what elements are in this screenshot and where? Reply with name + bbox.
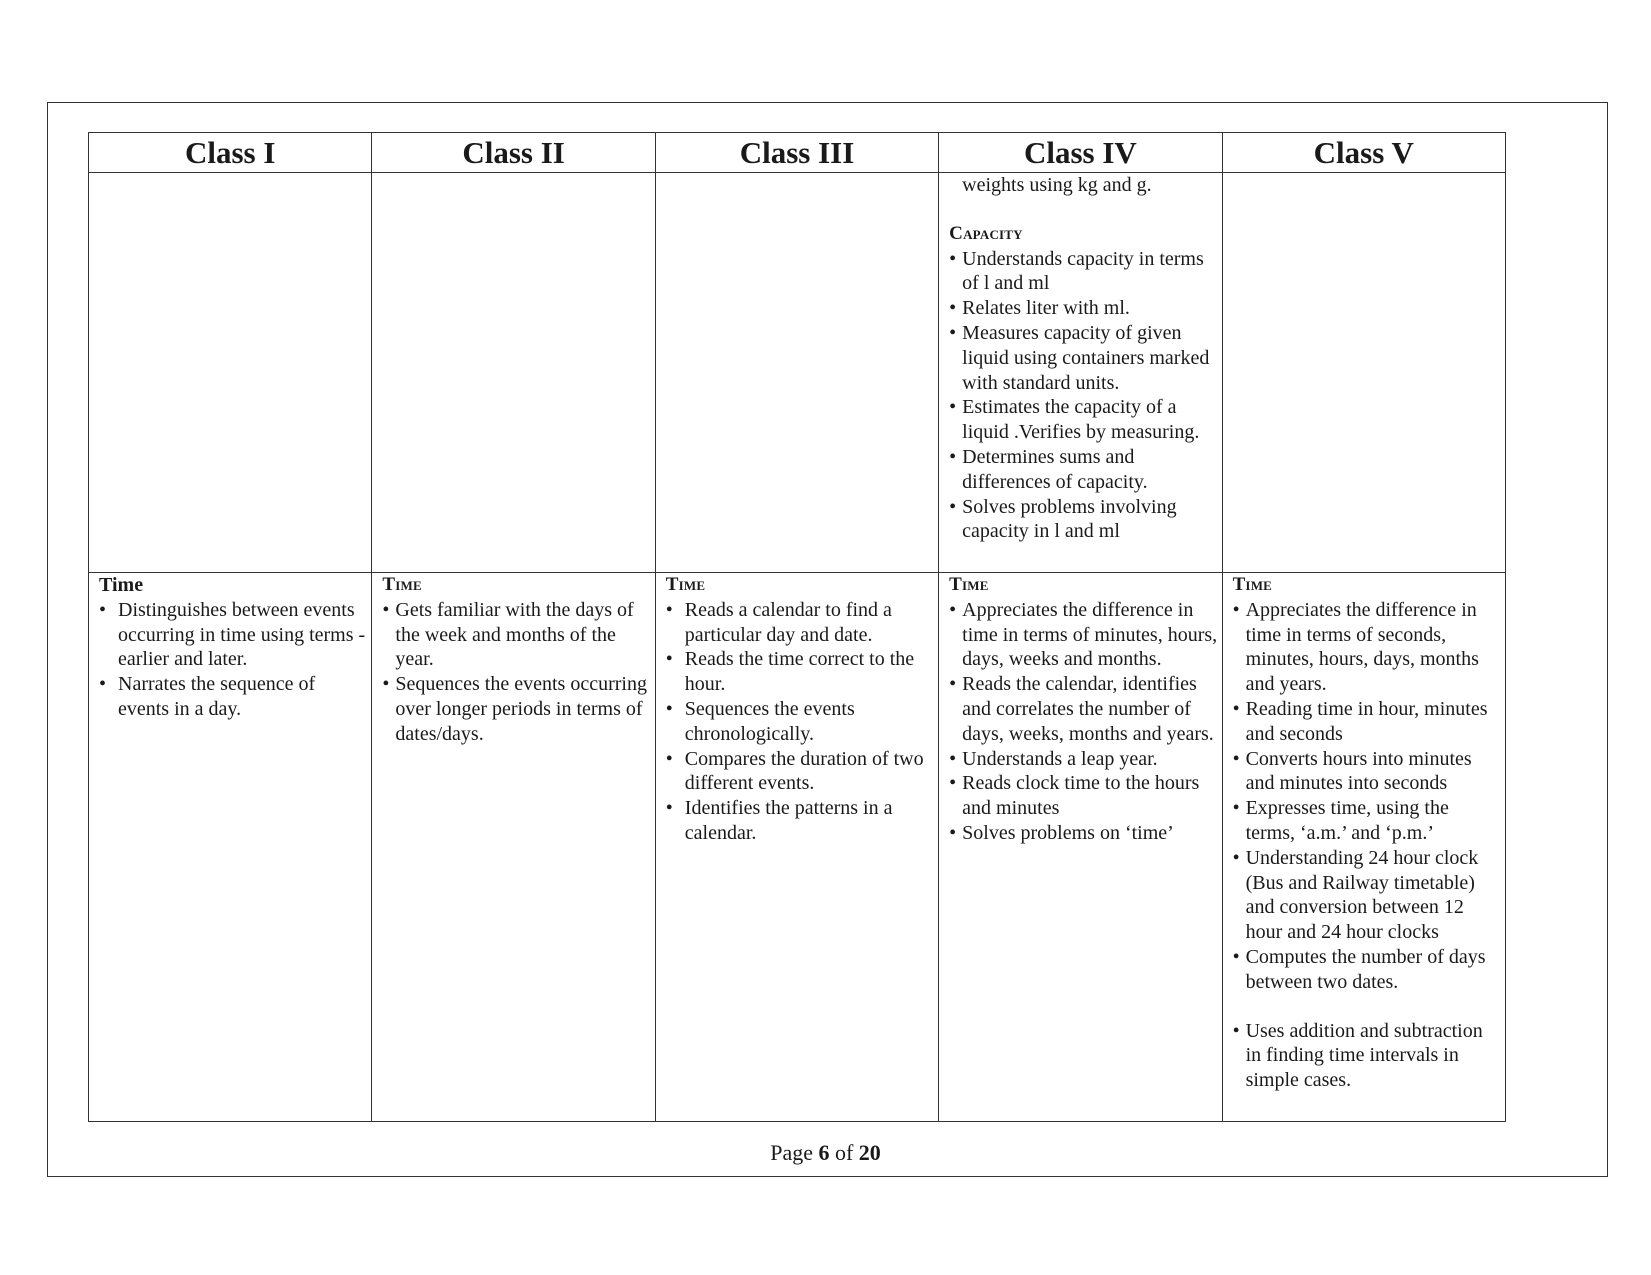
list-item: • Compares the duration of two different events. [666, 747, 934, 797]
capacity-list [949, 247, 1217, 545]
section-heading: Time [1232, 574, 1273, 595]
cell-class-v-row1 [1222, 173, 1505, 573]
list-item: • Identifies the patterns in a calendar. [666, 796, 934, 846]
total-pages-number: 20 [858, 1140, 881, 1165]
section-heading: Time [949, 574, 989, 595]
list-item: • Reading time in hour, minutes and seconds [1233, 697, 1501, 747]
list-item: • Converts hours into minutes and minutes into seconds [1233, 747, 1501, 797]
continuation-text: weights using kg and g. [962, 174, 1152, 196]
time-list [382, 598, 650, 747]
list-item: • Sequences the events chronologically. [666, 697, 934, 747]
cell-class-v-row2 [1222, 573, 1505, 1122]
list-item: • Distinguishes between events occurring in time using terms -earlier and later. [99, 598, 367, 672]
list-item: • Understands a leap year. [949, 747, 1217, 772]
section-heading: Time [382, 574, 422, 595]
curriculum-table [88, 132, 1506, 1122]
time-list-extra [1233, 1019, 1501, 1093]
section-heading: Time [665, 574, 706, 595]
header-class-i: Class I [89, 133, 372, 173]
current-page-number: 6 [818, 1140, 830, 1165]
page-of-label: of [834, 1140, 854, 1165]
header-row [89, 133, 1506, 173]
list-item: • Reads a calendar to find a particular day and date. [666, 598, 934, 648]
cell-class-iv-row1 [939, 173, 1222, 573]
time-list [949, 598, 1217, 846]
time-list [99, 598, 367, 722]
list-item: • Narrates the sequence of events in a day. [99, 672, 367, 722]
page-footer [0, 1140, 1651, 1166]
list-item: • Appreciates the difference in time in terms of minutes, hours, days, weeks and months. [949, 598, 1217, 672]
cell-class-i-row2 [89, 573, 372, 1122]
list-item: • Solves problems on ‘time’ [949, 821, 1217, 846]
header-class-v: Class V [1222, 133, 1505, 173]
capacity-row [89, 173, 1506, 573]
list-item: • Sequences the events occurring over longer periods in terms of dates/days. [382, 672, 650, 746]
cell-class-iii-row1 [655, 173, 938, 573]
list-item: • Understanding 24 hour clock (Bus and Railway timetable) and conversion between 12 hour and 24 hour clocks [1233, 846, 1501, 945]
list-item: • Solves problems involving capacity in l and ml [949, 495, 1217, 545]
list-item: • Gets familiar with the days of the week and months of the year. [382, 598, 650, 672]
list-item: • Appreciates the difference in time in terms of seconds, minutes, hours, days, months and years. [1233, 598, 1501, 697]
list-item: • Computes the number of days between two dates. [1233, 945, 1501, 995]
cell-class-i-row1 [89, 173, 372, 573]
list-item: • Reads clock time to the hours and minutes [949, 771, 1217, 821]
list-item: • Uses addition and subtraction in finding time intervals in simple cases. [1233, 1019, 1501, 1093]
list-item: • Determines sums and differences of capacity. [949, 445, 1217, 495]
cell-class-ii-row2 [372, 573, 655, 1122]
cell-class-iv-row2 [939, 573, 1222, 1122]
header-class-ii: Class II [372, 133, 655, 173]
list-item: • Relates liter with ml. [949, 296, 1217, 321]
cell-class-iii-row2 [655, 573, 938, 1122]
time-row [89, 573, 1506, 1122]
list-item: • Reads the calendar, identifies and correlates the number of days, weeks, months and years. [949, 672, 1217, 746]
header-class-iv: Class IV [939, 133, 1222, 173]
header-class-iii: Class III [655, 133, 938, 173]
section-heading: Time [99, 574, 144, 596]
time-list [666, 598, 934, 846]
section-heading: Capacity [949, 222, 1023, 244]
list-item: • Measures capacity of given liquid using containers marked with standard units. [949, 321, 1217, 395]
cell-class-ii-row1 [372, 173, 655, 573]
list-item: • Reads the time correct to the hour. [666, 647, 934, 697]
list-item: • Expresses time, using the terms, ‘a.m.’ and ‘p.m.’ [1233, 796, 1501, 846]
list-item: • Understands capacity in terms of l and ml [949, 247, 1217, 297]
page-label: Page [770, 1140, 813, 1165]
time-list [1233, 598, 1501, 995]
list-item: • Estimates the capacity of a liquid .Verifies by measuring. [949, 395, 1217, 445]
